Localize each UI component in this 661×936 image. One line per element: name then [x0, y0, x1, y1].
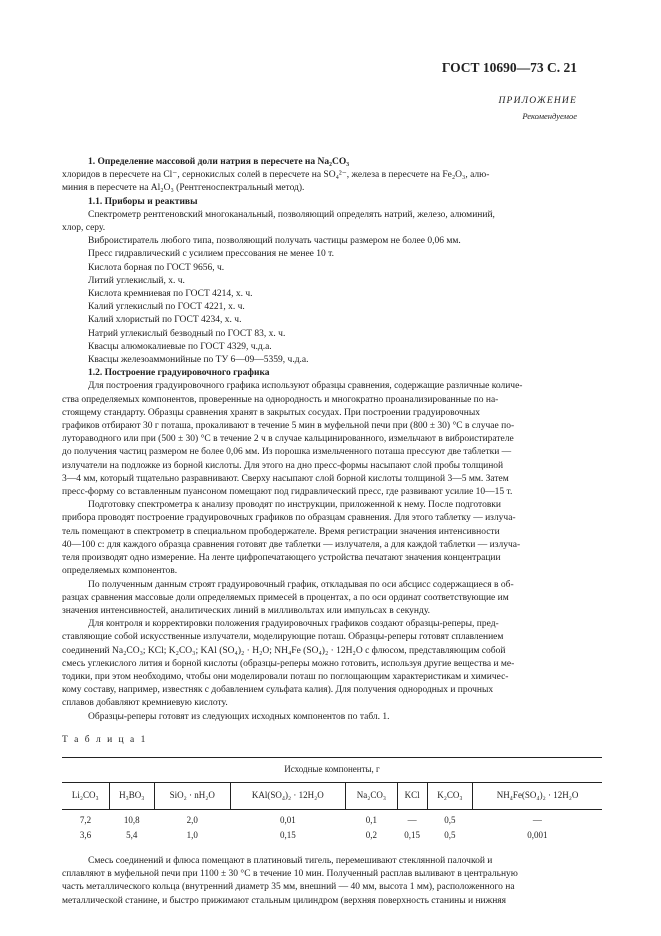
table-column-header: NH₄Fe(SO₄)₂ · 12H₂O [473, 782, 602, 809]
table-cell: 0,5 [444, 829, 456, 840]
table-cell: 0,15 [279, 829, 296, 840]
reagent-line: Кислота борная по ГОСТ 9656, ч. [88, 262, 225, 273]
table-cell: 3,6 [79, 829, 92, 840]
reagent-line: Калий углекислый по ГОСТ 4221, х. ч. [88, 302, 245, 313]
paragraph-line: 40—100 с: для каждого образца сравнения готовят две таблетки — излучателя, а для каждой таблетки — излуча- [62, 539, 521, 550]
table-cell: 5,4 [126, 829, 138, 840]
paragraph-line: до получения частиц размером не более 0,06 мм. Из порошка измельченного поташа прессуют две таблетки — [62, 447, 512, 458]
document-body [62, 156, 600, 908]
table-column-header: KCl [397, 782, 427, 809]
paragraph-line: смесь углекислого лития и борной кислоты (образцы-реперы можно готовить, используя другие вещества и ме- [62, 658, 515, 669]
reagent-line: Квасцы алюмокалиевые по ГОСТ 4329, ч.д.а. [88, 341, 272, 352]
paragraph-line: стоящему стандарту. Образцы сравнения хранят в закрытых сосудах. При построении градуировочных [62, 407, 480, 418]
table-row [62, 809, 602, 828]
table-cell: 2,0 [186, 814, 198, 825]
paragraph-line: сплавляют в муфельной печи при 1100 ± 30 °С в течение 10 мин. Полученный расплав выливают в центральную [62, 869, 518, 880]
paragraph-line: излучатели на подложке из борной кислоты. Для этого на дно пресс-формы насыпают слой пробы толщиной [62, 460, 504, 471]
paragraph-line: теля производят одно измерение. На ленте цифропечатающего устройства печатают значения концентрации [62, 553, 501, 564]
reagent-line: Кислота кремниевая по ГОСТ 4214, х. ч. [88, 289, 253, 300]
paragraph-line: значения интенсивностей, аналитических линий в милливольтах или импульсах в секунду. [62, 605, 431, 616]
table-cell: 0,01 [279, 814, 296, 825]
paragraph-line: По полученным данным строят градуировочный график, откладывая по оси абсцисс содержащиеся в об- [88, 579, 514, 590]
paragraph-line: металлической станине, и быстро прижимают стальным цилиндром (верхняя поверхность станины и нижняя [62, 895, 507, 906]
section-1-heading: 1. Определение массовой доли натрия в пересчете на Na₂CO₃ [88, 157, 350, 167]
table-cell: 0,1 [365, 814, 377, 825]
table-column-header: K₂CO₃ [427, 782, 472, 809]
paragraph-line: тодики, при этом необходимо, чтобы они моделировали поташ по поглощающим характеристикам и химичес- [62, 671, 509, 682]
reagent-line: Квасцы железоаммонийные по ТУ 6—09—5359, ч.д.а. [88, 355, 309, 366]
section-1-intro-line-2: миния в пересчете на Al₂O₃ (Рентгеноспектральный метод). [62, 183, 305, 194]
paragraph-line: часть металлического кольца (внутренний диаметр 35 мм, внешний — 40 мм, высота 1 мм), расположенного на [62, 882, 515, 893]
appendix-note: Рекомендуемое [522, 111, 577, 121]
table-column-header: KAl(SO₄)₂ · 12H₂O [230, 782, 346, 809]
table-group-header: Исходные компоненты, г [62, 757, 602, 782]
paragraph-line: определяемых компонентов. [62, 566, 178, 577]
reagent-line: Виброистиратель любого типа, позволяющий получать частицы размером не более 0,06 мм. [88, 236, 461, 247]
paragraph-line: ставляющие собой искусственные излучатели, моделирующие поташ. Образцы-реперы готовят сплавлением [62, 632, 504, 643]
table-column-header: Na₂CO₃ [346, 782, 398, 809]
table-cell: 0,15 [404, 829, 421, 840]
page-header: ГОСТ 10690—73 С. 21 [441, 60, 577, 75]
paragraph-line: лутораводного или при (500 ± 30) °С в течение 2 ч в случае кальцинированного, измельчают в виброистирателе [62, 434, 514, 445]
table-cell: — [407, 814, 417, 825]
paragraph-line: Подготовку спектрометра к анализу проводят по инструкции, приложенной к нему. После подготовки [88, 500, 502, 511]
paragraph-line: 3—4 мм, который тщательно разравнивают. Сверху насыпают слой борной кислоты толщиной 3—5 мм. Затем [62, 473, 509, 484]
table-column-header: H₃BO₃ [109, 782, 154, 809]
components-table [62, 757, 602, 843]
paragraph-line: пресс-форму со вставленным пуансоном помещают под гидравлический пресс, где развивают усилие 10—15 т. [62, 487, 513, 498]
paragraph-line: ства определяемых компонентов, проверенные на однородность и многократно проанализированные по на- [62, 394, 499, 405]
reagent-line: Калий хлористый по ГОСТ 4234, х. ч. [88, 315, 242, 326]
paragraph-line: соединений Na₂CO₃; KCl; K₂CO₃; KAl (SO₄)₂ · H₂O; NH₄Fe (SO₄)₂ · 12H₂O с флюсом, представляющим собой [62, 645, 506, 656]
table-cell: 0,5 [444, 814, 456, 825]
table-column-header: SiO₂ · nH₂O [154, 782, 230, 809]
paragraph-line: графиков отбирают 30 г поташа, прокаливают в течение 5 мин в муфельной печи при (800 ± 30) °С в случае по- [62, 421, 515, 432]
table-cell: 0,2 [365, 829, 377, 840]
paragraph-line: кому составу, например, известняк с добавлением сульфата калия). Для получения однородных и прочных [62, 685, 494, 696]
paragraph-line: сплавов добавляют кремниевую кислоту. [62, 698, 228, 709]
reagent-line: Литий углекислый, х. ч. [88, 275, 185, 286]
table-row [62, 828, 602, 843]
section-1-2-heading: 1.2. Построение градуировочного графика [88, 368, 270, 379]
paragraph-line: Для построения градуировочного графика используют образцы сравнения, содержащие различные количе- [88, 381, 523, 392]
paragraph-line: прибора проводят построение градуировочных графиков по образцам сравнения. Для этого таблетку — излуча- [62, 513, 516, 524]
reagent-line: Пресс гидравлический с усилием прессования не менее 10 т. [88, 249, 334, 260]
reagent-line: Натрий углекислый безводный по ГОСТ 83, х. ч. [88, 328, 286, 339]
table-cell: — [532, 814, 542, 825]
paragraph-line: тель помещают в спектрометр в специальном прободержателе. Время регистрации значения интенсивности [62, 526, 500, 537]
table-cell: 1,0 [186, 829, 198, 840]
table-cell: 10,8 [123, 814, 140, 825]
table-column-header: Li₂CO₃ [62, 782, 109, 809]
table-cell: 0,001 [527, 829, 548, 840]
section-1-intro-line-1: хлоридов в пересчете на Cl⁻, сернокислых солей в пересчете на SO₄²⁻, железа в пересчете на Fe₂O₃, алю- [62, 170, 490, 181]
reagent-line: хлор, серу. [62, 223, 106, 234]
paragraph-line: Образцы-реперы готовят из следующих исходных компонентов по табл. 1. [88, 711, 390, 722]
table-cell: 7,2 [79, 814, 92, 825]
table-caption: Т а б л и ц а 1 [62, 734, 148, 745]
paragraph-line: Для контроля и корректировки положения градуировочных графиков создают образцы-реперы, пред- [88, 619, 499, 630]
appendix-title: ПРИЛОЖЕНИЕ [498, 96, 577, 106]
paragraph-line: разцах сравнения массовые доли определяемых примесей в процентах, а по оси ординат соответствующие им [62, 592, 509, 603]
section-1-1-heading: 1.1. Приборы и реактивы [88, 196, 198, 207]
reagent-line: Спектрометр рентгеновский многоканальный, позволяющий определять натрий, железо, алюминий, [88, 209, 495, 220]
paragraph-line: Смесь соединений и флюса помещают в платиновый тигель, перемешивают стеклянной палочкой и [88, 855, 493, 866]
